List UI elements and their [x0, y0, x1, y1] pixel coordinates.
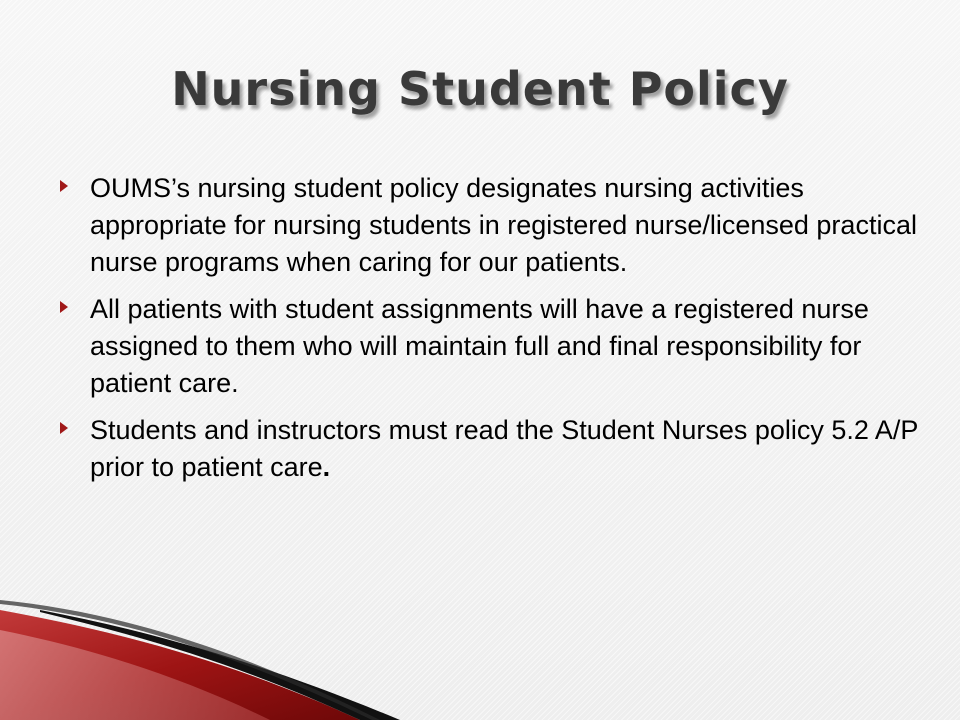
bullet-item: [60, 412, 920, 486]
bullet-item: [60, 291, 920, 402]
triangle-right-icon: [60, 301, 68, 313]
bullet-item: [60, 170, 920, 281]
slide-title: Nursing Student Policy: [171, 62, 789, 116]
bullet-text: OUMS’s nursing student policy designates nursing activities appropriate for nursing students in registered nurse/licensed practical nurse programs when caring for our patients.: [90, 173, 917, 277]
bullet-period: .: [322, 452, 331, 482]
triangle-right-icon: [60, 180, 68, 192]
triangle-right-icon: [60, 422, 68, 434]
bullet-text: All patients with student assignments will have a registered nurse assigned to them who will maintain full and final responsibility for patient care.: [90, 294, 869, 398]
bullet-text: Students and instructors must read the Student Nurses policy 5.2 A/P prior to patient care: [90, 415, 918, 482]
bullet-list: [60, 170, 920, 496]
